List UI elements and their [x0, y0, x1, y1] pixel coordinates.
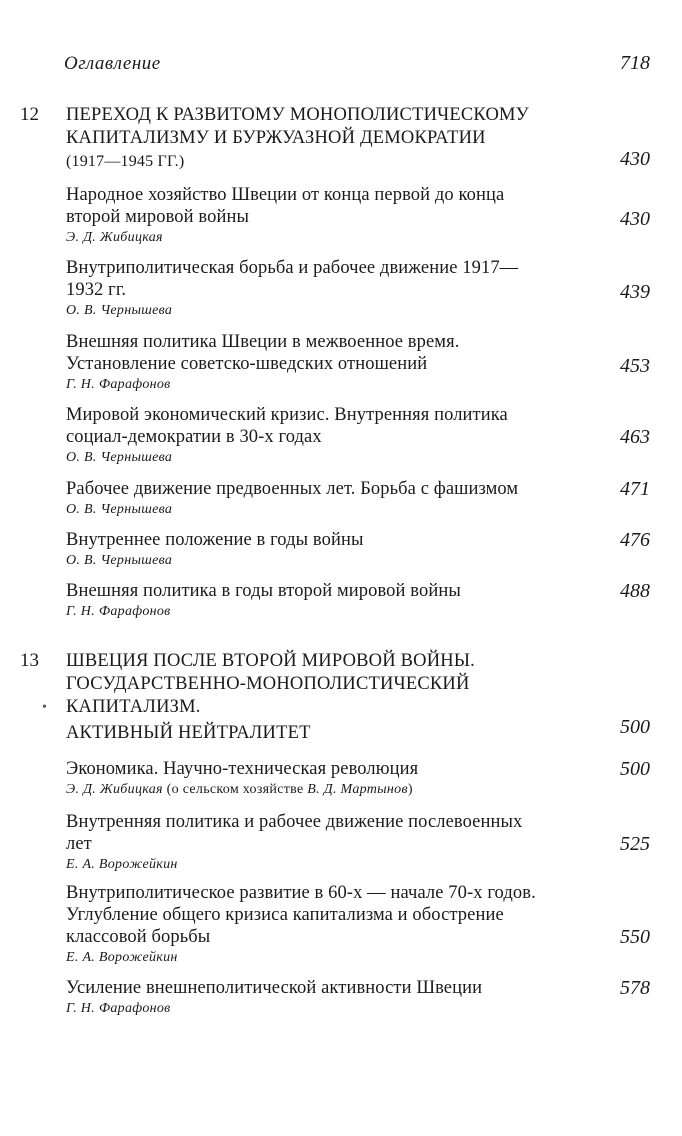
running-header-title: Оглавление	[64, 53, 161, 74]
entry-title-line: Внешняя политика Швеции в межвоенное время.	[66, 332, 460, 352]
entry-title	[66, 184, 602, 228]
toc-entry	[66, 580, 650, 622]
entry-title-line: лет	[66, 834, 92, 854]
toc-entry	[66, 977, 650, 1019]
entry-title-line: Рабочее движение предвоенных лет. Борьба с фашизмом	[66, 479, 519, 499]
toc-entry	[66, 811, 650, 875]
toc-entry	[66, 758, 650, 800]
entry-title	[66, 580, 602, 602]
entry-author	[66, 780, 650, 800]
entry-author: О. В. Чернышева	[66, 303, 173, 318]
entry-title-line: 1932 гг.	[66, 280, 127, 300]
entry-page-number: 525	[620, 833, 650, 855]
entry-title-line: классовой борьбы	[66, 927, 211, 947]
entry-title	[66, 529, 602, 551]
toc-entry	[66, 184, 650, 248]
entry-author: Г. Н. Фарафонов	[66, 1001, 171, 1016]
entry-author: Г. Н. Фарафонов	[66, 377, 171, 392]
chapter-title-line: ГОСУДАРСТВЕННО-МОНОПОЛИСТИЧЕСКИЙ	[66, 674, 470, 694]
entry-author: Е. А. Ворожейкин	[66, 950, 178, 965]
entry-page-number: 430	[620, 208, 650, 230]
entry-author-note-name: В. Д. Мартынов	[307, 782, 408, 797]
chapter-number: 13	[20, 650, 39, 671]
chapter-page-number: 500	[620, 716, 650, 738]
toc-entry	[66, 331, 650, 395]
entry-page-number: 578	[620, 977, 650, 999]
entry-page-number: 463	[620, 426, 650, 448]
entry-page-number: 488	[620, 580, 650, 602]
toc-entry	[66, 257, 650, 321]
entry-author: О. В. Чернышева	[66, 553, 173, 568]
entry-title-line: Углубление общего кризиса капитализма и обострение	[66, 905, 504, 925]
entry-title-line: второй мировой войны	[66, 207, 249, 227]
entry-title	[66, 977, 602, 999]
entry-title	[66, 758, 602, 780]
running-header-page-number: 718	[620, 52, 650, 74]
entry-title	[66, 811, 602, 855]
entry-title-line: Установление советско-шведских отношений	[66, 354, 428, 374]
entry-page-number: 453	[620, 355, 650, 377]
running-header	[64, 52, 650, 75]
chapter-title	[66, 650, 572, 745]
entry-author-note-close: )	[407, 782, 413, 797]
entry-title	[66, 331, 602, 375]
entry-page-number: 500	[620, 758, 650, 780]
chapter-title-line: (1917—1945 ГГ.)	[66, 153, 185, 170]
entry-title	[66, 257, 602, 301]
chapter-number: 12	[20, 104, 39, 125]
entry-title-line: социал-демократии в 30-х годах	[66, 427, 322, 447]
stray-mark: •	[42, 700, 47, 715]
entry-title	[66, 478, 602, 500]
toc-entry	[66, 404, 650, 468]
entry-page-number: 471	[620, 478, 650, 500]
entry-author-name: Э. Д. Жибицкая	[66, 782, 163, 797]
entry-author: О. В. Чернышева	[66, 450, 173, 465]
chapter-title-line: ШВЕЦИЯ ПОСЛЕ ВТОРОЙ МИРОВОЙ ВОЙНЫ.	[66, 651, 476, 671]
entry-page-number: 439	[620, 281, 650, 303]
entry-title-line: Внутриполитическая борьба и рабочее движение 1917—	[66, 258, 519, 278]
entry-title-line: Внешняя политика в годы второй мировой войны	[66, 581, 461, 601]
chapter-page-number: 430	[620, 148, 650, 170]
entry-author: Е. А. Ворожейкин	[66, 857, 178, 872]
entry-page-number: 476	[620, 529, 650, 551]
entry-author: Э. Д. Жибицкая	[66, 230, 163, 245]
chapter-title-line: АКТИВНЫЙ НЕЙТРАЛИТЕТ	[66, 723, 311, 743]
toc-entry	[66, 478, 650, 520]
entry-page-number: 550	[620, 926, 650, 948]
toc-entry	[66, 882, 650, 968]
chapter-title-line: ПЕРЕХОД К РАЗВИТОМУ МОНОПОЛИСТИЧЕСКОМУ	[66, 105, 529, 125]
toc-entry	[66, 529, 650, 571]
chapter-title-line: КАПИТАЛИЗМ.	[66, 697, 201, 717]
entry-title-line: Внутриполитическое развитие в 60-х — начале 70-х годов.	[66, 883, 536, 903]
entry-title-line: Внутреннее положение в годы войны	[66, 530, 364, 550]
chapter-title	[66, 104, 572, 173]
entry-title-line: Экономика. Научно-техническая революция	[66, 759, 419, 779]
entry-author: О. В. Чернышева	[66, 502, 173, 517]
entry-title-line: Внутренняя политика и рабочее движение послевоенных	[66, 812, 523, 832]
entry-author: Г. Н. Фарафонов	[66, 604, 171, 619]
entry-author-note-open: (о сельском хозяйстве	[162, 782, 308, 797]
entry-title-line: Народное хозяйство Швеции от конца первой до конца	[66, 185, 505, 205]
entry-title	[66, 882, 602, 948]
chapter-title-line: КАПИТАЛИЗМУ И БУРЖУАЗНОЙ ДЕМОКРАТИИ	[66, 128, 486, 148]
entry-title-line: Усиление внешнеполитической активности Швеции	[66, 978, 483, 998]
entry-title-line: Мировой экономический кризис. Внутренняя политика	[66, 405, 508, 425]
entry-title	[66, 404, 602, 448]
